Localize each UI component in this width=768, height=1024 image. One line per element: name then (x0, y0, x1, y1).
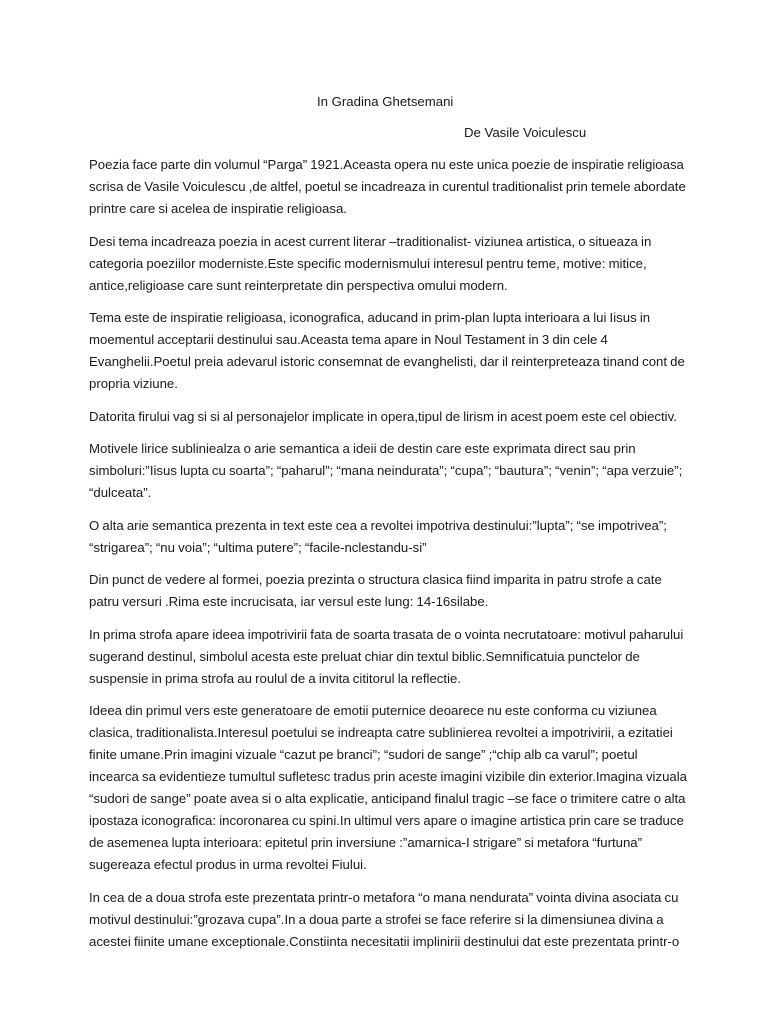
paragraph-6: O alta arie semantica prezenta in text este cea a revoltei impotriva destinului:”lupta”; “se impotrivea”; “strigarea”; “nu voia”; “ultima putere”; “facile-nclestandu-si” (89, 517, 667, 555)
paragraph-7: Din punct de vedere al formei, poezia prezinta o structura clasica fiind imparita in patru strofe a cate patru versuri .Rima este incrucisata, iar versul este lung: 14-16silabe. (89, 572, 662, 609)
paragraph-9: Ideea din primul vers este generatoare de emotii puternice deoarece nu este conforma cu viziunea clasica, traditionalista.Interesul poetului se indreapta catre sublinierea revoltei a impotrivirii, a ezitatiei finite umane.Prin imagini vizuale “cazut pe branci”; “sudori de sange” ;“chip alb ca varul”; poetul incearca sa evidentieze tumultul sufletesc tradus prin aceste imagini vizibile din exterior.Imagina vizuala “sudori de sange” poate avea si o alta explicatie, anticipand finalul tragic –se face o trimitere catre o alta ipostaza iconografica: incoronarea cu spini.In ultimul vers apare o imagine artistica prin care se traduce de asemenea lupta interioara: epitetul prin inversiune :”amarnica-I strigare” si metafora “furtuna” sugereaza efectul produs in urma revoltei Fiului. (89, 703, 687, 872)
paragraph-4: Datorita firului vag si si al personajelor implicate in opera,tipul de lirism in acest poem este cel obiectiv. (89, 408, 677, 424)
paragraph-2: Desi tema incadreaza poezia in acest current literar –traditionalist- viziunea artistica, o situeaza in categoria poeziilor moderniste.Este specific modernismului interesul pentru teme, motive: mitice, antice,religioase care sunt reinterpretate din perspectiva omului modern. (89, 233, 652, 293)
document-title: In Gradina Ghetsemani (317, 94, 454, 109)
paragraph-8: In prima strofa apare ideea impotrivirii fata de soarta trasata de o vointa necrutatoare: motivul paharului sugerand destinul, simbolul acesta este preluat chiar din textul biblic.Semnificatuia punctelor de suspensie in prima strofa au roulul de a invita cititorul la reflectie. (89, 626, 684, 686)
document-author: De Vasile Voiculescu (464, 125, 587, 140)
document-body (89, 154, 689, 963)
paragraph-5: Motivele lirice subliniealza o arie semantica a ideii de destin care este exprimata direct sau prin simboluri:”Iisus lupta cu soarta”; “paharul”; “mana neindurata”; “cupa”; “bautura”; “venin”; “apa verzuie”; “dulceata”. (89, 441, 683, 500)
paragraph-1: Poezia face parte din volumul “Parga” 1921.Aceasta opera nu este unica poezie de inspiratie religioasa scrisa de Vasile Voiculescu ,de altfel, poetul se incadreaza in curentul traditionalist prin temele abordate printre care si acelea de inspiratie religioasa. (89, 157, 686, 216)
paragraph-3: Tema este de inspiratie religioasa, iconografica, aducand in prim-plan lupta interioara a lui Iisus in moementul acceptarii destinului sau.Aceasta tema apare in Noul Testament in 3 din cele 4 Evanghelii.Poetul preia adevarul istoric consemnat de evanghelisti, dar il reinterpreteaza tinand cont de propria viziune. (89, 310, 685, 391)
paragraph-10: In cea de a doua strofa este prezentata printr-o metafora “o mana nendurata” vointa divina asociata cu motivul destinului:”grozava cupa”.In a doua parte a strofei se face referire si la dimensiunea divina a acestei fiinite umane exceptionale.Constiinta necesitatii implinirii destinului dat este prezentata printr-o (89, 889, 680, 949)
